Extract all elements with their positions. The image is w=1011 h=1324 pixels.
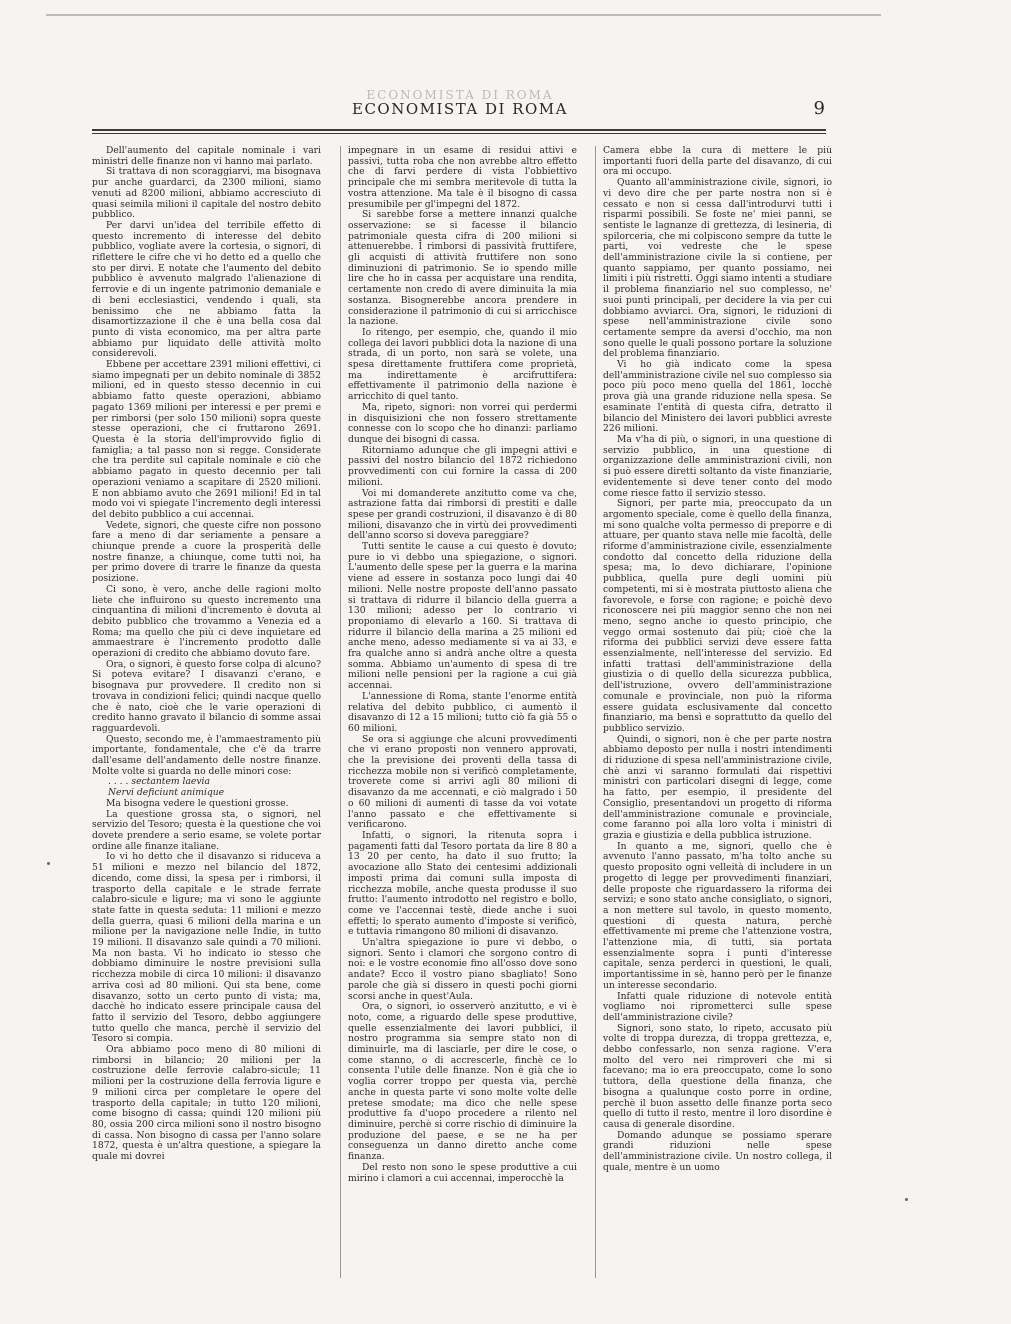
paragraph: impegnare in un esame di residui attivi e passivi, tutta roba che non avrebbe altro effetto che di farvi perdere di vista l'obbiettivo principale che mi sembra meritevole di tutta la vostra attenzione. Ma tale è il bisogno di cassa presumibile per gl'impegni del 1872.	[348, 146, 577, 210]
paragraph: Infatti, o signori, la ritenuta sopra i pagamenti fatti dal Tesoro portata da lire 8 80 a 13 20 per cento, ha dato il suo frutto; la avocazione allo Stato dei centesimi addizionali imposti prima dai comuni sulla imposta di ricchezza mobile, anche questa produsse il suo frutto: l'aumento introdotto nel registro e bollo, come ve l'accennai testè, diede anche i suoi effetti; lo sperato aumento d'imposte si verificò, e tuttavia rimangono 80 milioni di disavanzo.	[348, 830, 577, 938]
column-1	[92, 146, 321, 1286]
verse-line: Nervi deficiunt animique	[108, 787, 225, 799]
paragraph: Dell'aumento del capitale nominale i vari ministri delle finanze non vi hanno mai parlato.	[92, 146, 321, 167]
paragraph: Io vi ho detto che il disavanzo si riduceva a 51 milioni e mezzo nel bilancio del 1872, dicendo, come dissi, la spesa per i rimborsi, il trasporto della capitale e le strade ferrate calabro-sicule e ligure; ma vi sono le aggiunte state fatte in questa seduta: 11 milioni e mezzo della guerra, quasi 6 milioni della marina e un milione per la navigazione nelle Indie, in tutto 19 milioni. Il disavanzo sale quindi a 70 milioni. Ma non basta. Vi ho indicato io stesso che dobbiamo diminuire le nostre previsioni sulla ricchezza mobile di circa 10 milioni: il disavanzo arriva così ad 80 milioni. Qui sta bene, come disavanzo, sotto un certo punto di vista; ma, dacchè ho indicato essere principale causa del fatto il servizio del Tesoro, debbo aggiungere tutto quello che manca, perchè il servizio del Tesoro si compia.	[92, 851, 321, 1045]
header-rule	[92, 129, 826, 131]
verse-line: . . . . sectantem laevia	[108, 776, 210, 788]
paragraph: Un'altra spiegazione io pure vi debbo, o signori. Sento i clamori che sorgono contro di noi: e le vostre economie fino all'osso dove sono andate? Ecco il vostro piano sbagliato! Sono parole che già si dissero in questi pochi giorni scorsi anche in quest'Aula.	[348, 937, 577, 1002]
scan-speck	[905, 1198, 908, 1201]
paragraph: Si trattava di non scoraggiarvi, ma bisognava pur anche guardarci, da 2300 milioni, siamo venuti ad 8200 milioni, abbiamo accresciuto di quasi seimila milioni il capitale del nostro debito pubblico.	[92, 166, 321, 221]
paragraph: Signori, per parte mia, preoccupato da un argomento speciale, come è quello della finanza, mi sono qualche volta permesso di preporre e di attuare, per quanto stava nelle mie facoltà, delle riforme d'amministrazione civile, essenzialmente condotto dal concetto della riduzione della spesa; ma, lo devo dichiarare, l'opinione pubblica, quella pure degli uomini più competenti, mi si è mostrata piuttosto aliena che favorevole, e forse con ragione; e poichè devo riconoscere nei più maggior senno che non nei meno, segno anche io questo principio, che veggo ormai sostenuto dai più; cioè che la riforma dei pubblici servizi deve essere fatta essenzialmente, nell'interesse del servizio. Ed infatti trattasi dell'amministrazione della giustizia o di quello della sicurezza pubblica, dell'istruzione, ovvero dell'amministrazione comunale e provinciale, non può la riforma essere guidata esclusivamente dal concetto finanziario, ma bensì e soprattutto da quello del pubblico servizio.	[603, 498, 832, 734]
paragraph: Si sarebbe forse a mettere innanzi qualche osservazione: se si facesse il bilancio patrimoniale questa cifra di 200 milioni si attenuerebbe. I rimborsi di passività fruttifere, gli acquisti di attività fruttifere non sono diminuzioni di patrimonio. Se io spendo mille lire che ho in cassa per acquistare una rendita, certamente non credo di avere diminuita la mia sostanza. Bisognerebbe ancora prendere in considerazione il patrimonio di cui si arricchisce la nazione.	[348, 209, 577, 328]
paragraph: Ebbene per accettare 2391 milioni effettivi, ci siamo impegnati per un debito nominale di 3852 milioni, ed in questo stesso decennio in cui abbiamo fatto queste operazioni, abbiamo pagato 1369 milioni per interessi e per premi e per rimborsi (per solo 150 milioni) sopra queste stesse operazioni, che ci fruttarono 2691. Questa è la storia dell'improvvido figlio di famiglia; a tal passo non si regge. Considerate che tra perdite sul capitale nominale e ciò che abbiamo pagato in questo decennio per tali operazioni veniamo a scapitare di 2520 milioni. E non abbiamo avuto che 2691 milioni! Ed in tal modo voi vi spiegate l'incremento degli interessi del debito pubblico a cui accennai.	[92, 359, 321, 520]
journal-title: ECONOMISTA DI ROMA	[352, 100, 568, 118]
paragraph: Ma bisogna vedere le questioni grosse.	[106, 797, 289, 809]
column-3	[603, 146, 832, 1286]
paragraph: Quanto all'amministrazione civile, signori, io vi devo dire che per parte nostra non si è cessato e non si cessa dall'introdurvi tutti i risparmi possibili. Se foste ne' miei panni, se sentiste le lagnanze di grettezza, di lesineria, di spilorceria, che mi colpiscono sempre da tutte le parti, voi vedreste che le spese dell'amministrazione civile la si contiene, per quanto sappiamo, per quanto possiamo, nei limiti i più ristretti. Oggi siamo intenti a studiare il problema finanziario nel suo complesso, ne' suoi punti principali, per decidere la via per cui dobbiamo avviarci. Ora, signori, le riduzioni di spese nell'amministrazione civile sono certamente sempre da aversi d'occhio, ma non sono quelle le quali possono portare la soluzione del problema finanziario.	[603, 177, 832, 360]
paragraph: Camera ebbe la cura di mettere le più importanti fuori della parte del disavanzo, di cui ora mi occupo.	[603, 146, 832, 178]
paragraph: Ora abbiamo poco meno di 80 milioni di rimborsi in bilancio; 20 milioni per la costruzione delle ferrovie calabro-sicule; 11 milioni per la costruzione della ferrovia ligure e 9 milioni circa per completare le opere del trasporto della capitale; in tutto 120 milioni, come bisogno di cassa; quindi 120 milioni più 80, ossia 200 circa milioni sono il nostro bisogno di cassa. Non bisogno di cassa per l'anno solare 1872, questa è un'altra questione, a spiegare la quale mi dovrei	[92, 1044, 321, 1163]
paragraph: Ci sono, è vero, anche delle ragioni molto liete che influirono su questo incremento una cinquantina di milioni d'incremento è dovuta al debito pubblico che trovammo a Venezia ed a Roma; ma quello che più ci deve inquietare ed ammaestrare è l'incremento prodotto dalle operazioni di credito che abbiamo dovuto fare.	[92, 583, 321, 660]
paragraph: Ma v'ha di più, o signori, in una questione di servizio pubblico, in una questione di organizzazione delle amministrazioni civili, non si può essere diretti soltanto da viste finanziarie, evidentemente si deve tener conto del modo come riesce fatto il servizio stesso.	[603, 433, 832, 499]
page-number: 9	[813, 98, 825, 119]
paragraph: L'annessione di Roma, stante l'enorme entità relativa del debito pubblico, ci aumentò il disavanzo di 12 a 15 milioni; tutto ciò fa già 55 o 60 milioni.	[348, 690, 577, 734]
column-2	[348, 146, 577, 1286]
paragraph: Ora, o signori, io osserverò anzitutto, e vi è noto, come, a riguardo delle spese produttive, quelle essenzialmente dei lavori pubblici, il nostro programma sia sempre stato non di diminuirle, ma di lasciarle, per dire le cose, o come stanno, o di accrescerle, finchè ce lo consenta l'utile delle finanze. Non è già che io voglia correr troppo per questa via, perchè anche in questa parte vi sono molte volte delle pretese smodate; ma dico che nelle spese produttive fa d'uopo procedere a rilento nel diminuire, perchè si corre rischio di diminuire la produzione del paese, e se ne ha per conseguenza un danno diretto anche come finanza.	[348, 1001, 577, 1163]
paragraph: Tutti sentite le cause a cui questo è dovuto; pure io vi debbo una spiegazione, o signori. L'aumento delle spese per la guerra e la marina viene ad essere in sostanza poco lungi dai 40 milioni. Nelle nostre proposte dell'anno passato si trattava di ridurre il bilancio della guerra a 130 milioni; adesso per lo contrario vi proponiamo di elevarlo a 160. Si trattava di ridurre il bilancio della marina a 25 milioni ed anche meno, adesso mediamente si va ai 33, e fra qualche anno si andrà anche oltre a questa somma. Abbiamo un'aumento di spesa di tre milioni nelle pensioni per la ragione a cui già accennai.	[348, 541, 577, 692]
paragraph: Infatti quale riduzione di notevole entità vogliamo noi ripromettercі sulle spese dell'amministrazione civile?	[603, 990, 832, 1023]
paragraph: Ora, o signori, è questo forse colpa di alcuno? Si poteva evitare? I disavanzi c'erano, e bisognava pur provvedere. Il credito non si trovava in condizioni felici; quindi nacque quello che è nato, cioè che le varie operazioni di credito hanno gravato il bilancio di somme assai ragguardevoli.	[92, 658, 321, 734]
paragraph: Domando adunque se possiamo sperare grandi riduzioni nelle spese dell'amministrazione civile. Un nostro collega, il quale, mentre è un uomo	[603, 1129, 832, 1173]
paragraph: In quanto a me, signori, quello che è avvenuto l'anno passato, m'ha tolto anche su questo proposito ogni velleità di includere in un progetto di legge per provvedimenti finanziari, delle proposte che riguardassero la riforma dei servizi; e sono stato anche consigliato, o signori, a non mettere sul tavolo, in questo momento, questioni di questa natura, perchè effettivamente mi preme che l'attenzione vostra, l'attenzione mia, di tutti, sia portata essenzialmente sopra i punti d'interesse capitale, senza perderci in questioni, le quali, importantissime in sè, hanno però per le finanze un interesse secondario.	[603, 840, 832, 991]
paragraph: Signori, sono stato, lo ripeto, accusato più volte di troppa durezza, di troppa grettezza, e, debbo confessarlo, non senza ragione. V'era molto del vero nei rimproveri che mi si facevano; ma io era preoccupato, come lo sono tuttora, della questione della finanza, che bisogna a qualunque costo porre in ordine, perchè il buon assetto delle finanze porta seco quello di tutto il resto, mentre il loro disordine è causa di generale disordine.	[603, 1022, 832, 1130]
paragraph: La questione grossa sta, o signori, nel servizio del Tesoro; questa è la questione che voi dovete prendere a serio esame, se volete portar ordine alle finanze italiane.	[92, 808, 321, 852]
paragraph: Voi mi domanderete anzitutto come va che, astrazione fatta dai rimborsi di prestiti e dalle spese per grandi costruzioni, il disavanzo è di 80 milioni, disavanzo che in virtù dei provvedimenti dell'anno scorso si doveva pareggiare?	[348, 487, 577, 542]
header-rule-thin	[92, 133, 826, 134]
scan-top-edge	[46, 14, 881, 16]
text-columns	[92, 146, 832, 1286]
scan-speck	[47, 862, 50, 865]
paragraph: Se ora si aggiunge che alcuni provvedimenti che vi erano proposti non vennero approvati, che la previsione dei proventi della tassa di ricchezza mobile non si verificò completamente, troverete come si arrivi agli 80 milioni di disavanzo da me accennati, e ciò malgrado i 50 o 60 milioni di aumenti di tasse da voi votate l'anno passato e che effettivamente si verificarono.	[348, 733, 577, 831]
paragraph: Quindi, o signori, non è che per parte nostra abbiamo deposto per nulla i nostri intendimenti di riduzione di spesa nell'amministrazione civile, chè anzi vi saranno formulati dai rispettivi ministri con particolari disegni di legge, come ha fatto, per esempio, il presidente del Consiglio, presentandovi un progetto di riforma dell'amministrazione comunale e provinciale, come faranno poi alla loro volta i ministri di grazia e giustizia e della pubblica istruzione.	[603, 733, 832, 841]
paragraph: Vi ho già indicato come la spesa dell'amministrazione civile nel suo complesso sia poco più poco meno quella del 1861, locchè prova già una grande riduzione nella spesa. Se esaminate l'entità di questa cifra, detratto il bilancio del Ministero dei lavori pubblici avreste 226 milioni.	[603, 359, 832, 435]
bleed-through-title: ECONOMISTA DI ROMA	[366, 88, 554, 102]
paragraph: Io ritengo, per esempio, che, quando il mio collega dei lavori pubblici dota la nazione di una strada, di un porto, non sarà se volete, una spesa direttamente fruttifera come proprietà, ma indirettamente è arcifruttifera: effettivamente il patrimonio della nazione è arricchito di quel tanto.	[348, 326, 577, 403]
paragraph: Per darvi un'idea del terribile effetto di questo incremento di interesse del debito pubblico, vogliate avere la cortesia, o signori, di riflettere le cifre che vi ho detto ed a quello che sto per dirvi. E notate che l'aumento del debito pubblico è avvenuto malgrado l'alienazione di ferrovie e di un ingente patrimonio demaniale e di beni ecclesiastici, vendendo i quali, sta benissimo che ne abbiamo fatta la disamortizzazione il che è una bella cosa dal punto di vista economico, ma per altra parte abbiamo pur liquidato delle attività molto considerevoli.	[92, 219, 321, 360]
paragraph: Del resto non sono le spese produttive a cui mirino i clamori a cui accennai, imperocchè la	[348, 1161, 577, 1184]
paragraph: Ritorniamo adunque che gli impegni attivi e passivi del nostro bilancio del 1872 richiedono provvedimenti con cui fornire la cassa di 200 milioni.	[348, 444, 577, 488]
running-header	[95, 88, 825, 126]
paragraph: Ma, ripeto, signori: non vorrei qui perdermi in disquisizioni che non fossero strettamente connesse con lo scopo che ho dinanzi: parliamo dunque dei bisogni di cassa.	[348, 401, 577, 445]
paragraph: Questo, secondo me, è l'ammaestramento più importante, fondamentale, che c'è da trarre dall'esame dell'andamento delle nostre finanze. Molte volte si guarda no delle minori cose:	[92, 733, 321, 777]
paragraph: Vedete, signori, che queste cifre non possono fare a meno di dar seriamente a pensare a chiunque prende a cuore la prosperità delle nostre finanze, a chiunque, come tutti noi, ha per primo dovere di trarre le finanze da questa posizione.	[92, 519, 321, 585]
